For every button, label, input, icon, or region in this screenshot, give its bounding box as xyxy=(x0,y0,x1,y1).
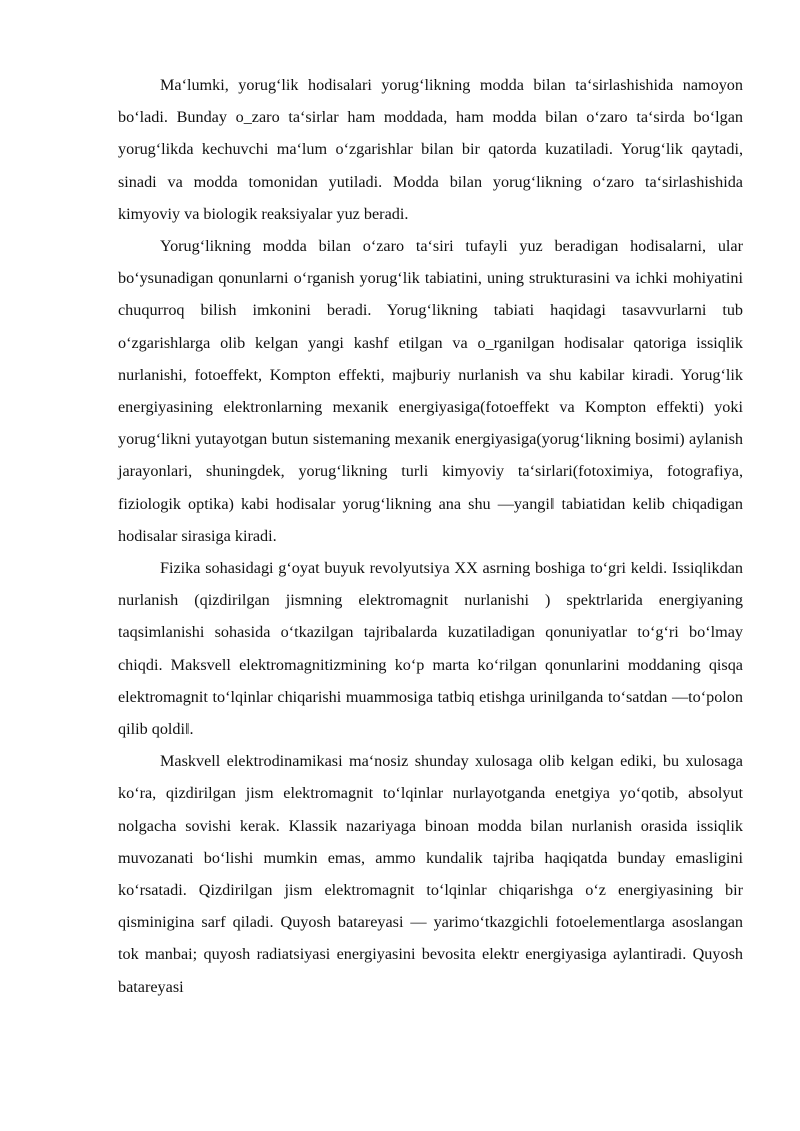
paragraph-4: Maskvell elektrodinamikasi ma‘nosiz shunday xulosaga olib kelgan ediki, bu xulosaga ko‘ra, qizdirilgan jism elektromagnit to‘lqinlar nurlayotganda enetgiya yo‘qotib, absolyut nolgacha sovishi kerak. Klassik nazariyaga binoan modda bilan nurlanish orasida issiqlik muvozanati bo‘lishi mumkin emas, ammo kundalik tajriba haqiqatda bunday emasligini ko‘rsatadi. Qizdirilgan jism elektromagnit to‘lqinlar chiqarishga o‘z energiyasining bir qisminigina sarf qiladi. Quyosh batareyasi ― yarimo‘tkazgichli fotoelementlarga asoslangan tok manbai; quyosh radiatsiyasi energiyasini bevosita elektr energiyasiga aylantiradi. Quyosh batareyasi xyxy=(118,752,743,996)
paragraph-1: Ma‘lumki, yorug‘lik hodisalari yorug‘likning modda bilan ta‘sirlashishida namoyon bo‘ladi. Bunday o_zaro ta‘sirlar ham moddada, ham modda bilan o‘zaro ta‘sirda bo‘lgan yorug‘likda kechuvchi ma‘lum o‘zgarishlar bilan bir qatorda kuzatiladi. Yorug‘lik qaytadi, sinadi va modda tomonidan yutiladi. Modda bilan yorug‘likning o‘zaro ta‘sirlashishida kimyoviy va biologik reaksiyalar yuz beradi. xyxy=(118,76,743,223)
paragraph-2: Yorug‘likning modda bilan o‘zaro ta‘siri tufayli yuz beradigan hodisalarni, ular bo‘ysunadigan qonunlarni o‘rganish yorug‘lik tabiatini, uning strukturasini va ichki mohiyatini chuqurroq bilish imkonini beradi. Yorug‘likning tabiati haqidagi tasavvurlarni tub o‘zgarishlarga olib kelgan yangi kashf etilgan va o_rganilgan hodisalar qatoriga issiqlik nurlanishi, fotoeffekt, Kompton effekti, majburiy nurlanish va shu kabilar kiradi. Yorug‘lik energiyasining elektronlarning mexanik energiyasiga(fotoeffekt va Kompton effekti) yoki yorug‘likni yutayotgan butun sistemaning mexanik energiyasiga(yorug‘likning bosimi) aylanish jarayonlari, shuningdek, yorug‘likning turli kimyoviy ta‘sirlari(fotoximiya, fotografiya, fiziologik optika) kabi hodisalar yorug‘likning ana shu ―yangi‖ tabiatidan kelib chiqadigan hodisalar sirasiga kiradi. xyxy=(118,237,743,545)
paragraph-3: Fizika sohasidagi g‘oyat buyuk revolyutsiya XX asrning boshiga to‘gri keldi. Issiqlikdan nurlanish (qizdirilgan jismning elektromagnit nurlanishi ) spektrlarida energiyaning taqsimlanishi sohasida o‘tkazilgan tajribalarda kuzatiladigan qonuniyatlar to‘g‘ri bo‘lmay chiqdi. Maksvell elektromagnitizmining ko‘p marta ko‘rilgan qonunlarini moddaning qisqa elektromagnit to‘lqinlar chiqarishi muammosiga tatbiq etishga urinilganda to‘satdan ―to‘polon qilib qoldi‖. xyxy=(118,559,743,739)
